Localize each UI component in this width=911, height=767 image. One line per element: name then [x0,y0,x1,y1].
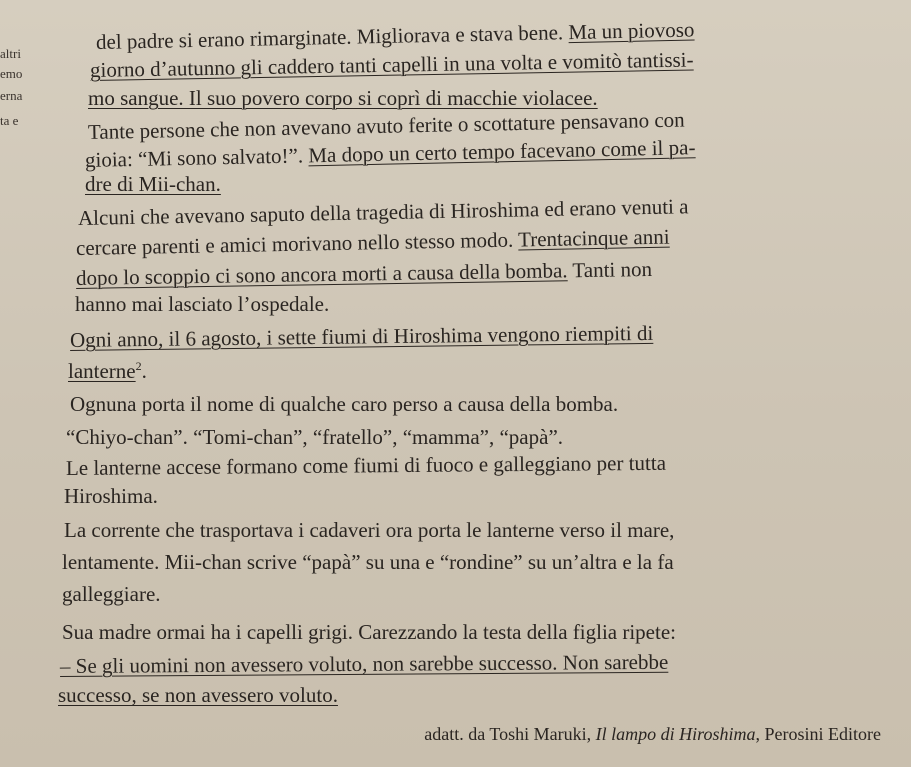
underlined-text: Ogni anno, il 6 agosto, i sette fiumi di Hiroshima vengono riempiti di [69,320,654,352]
underlined-text: – Se gli uomini non avessero voluto, non sarebbe successo. Non sarebbe [59,649,669,678]
line-text: hanno mai lasciato l’ospedale. [75,292,330,316]
text-line [75,292,329,316]
text-line [76,225,670,260]
line-text: Tanti non [567,256,653,283]
line-text: cercare parenti e amici morivano nello stesso modo. [75,227,519,260]
text-line [66,451,666,480]
text-line [62,620,676,644]
margin-fragment: emo [0,66,23,81]
text-line [68,354,147,383]
footnote-marker: 2 [135,359,142,373]
text-line [78,194,689,230]
citation-suffix: , Perosini Editore [755,724,881,744]
line-text: Hiroshima. [64,484,158,508]
underlined-text: Trentacinque anni [517,224,670,252]
underlined-text: Ma un piovoso [568,17,695,45]
underlined-text: lanterne [68,359,136,383]
text-line [60,650,668,678]
citation-prefix: adatt. da Toshi Maruki, [424,724,596,744]
text-line [62,582,161,606]
line-text: galleggiare. [62,582,161,606]
underlined-text: mo sangue. Il suo povero corpo si coprì di macchie violacee. [88,86,598,110]
text-line [70,392,618,416]
text-line [70,321,654,352]
book-title: Il lampo di Hiroshima [595,724,756,744]
line-text: Ognuna porta il nome di qualche caro perso a causa della bomba. [70,392,619,416]
line-text: “Chiyo-chan”. “Tomi-chan”, “fratello”, “mamma”, “papà”. [66,425,564,449]
underlined-text: Ma dopo un certo tempo facevano come il pa- [308,135,696,168]
line-text: Tante persone che non avevano avuto ferite o scottature pensavano con [87,107,685,144]
text-line [58,683,338,707]
line-text: gioia: “Mi sono salvato!”. [84,143,309,172]
line-text: Alcuni che avevano saputo della tragedia di Hiroshima ed erano venuti a [77,194,689,230]
text-line [85,172,221,196]
line-text: . [141,359,147,383]
text-line [62,550,674,574]
margin-fragment: altri [0,46,21,61]
underlined-text: successo, se non avessero voluto. [58,683,338,707]
text-line [64,484,158,508]
line-text: del padre si erano rimarginate. Migliorava e stava bene. [95,20,569,54]
line-text: Le lanterne accese formano come fiumi di fuoco e galleggiano per tutta [65,450,667,480]
line-text: La corrente che trasportava i cadaveri ora porta le lanterne verso il mare, [64,518,675,542]
margin-fragment: erna [0,88,23,103]
margin-fragment: ta e [0,113,19,128]
underlined-text: dopo lo scoppio ci sono ancora morti a causa della bomba. [75,258,568,290]
source-citation [424,724,881,745]
text-line [76,257,652,290]
line-text: Sua madre ormai ha i capelli grigi. Carezzando la testa della figlia ripete: [62,620,676,644]
text-line [90,47,694,82]
text-line [66,425,563,449]
underlined-text: giorno d’autunno gli caddero tanti capelli in una volta e vomitò tantissi- [89,47,694,82]
text-line [64,518,674,542]
line-text: lentamente. Mii-chan scrive “papà” su una e “rondine” su un’altra e la fa [62,550,674,574]
underlined-text: dre di Mii-chan. [85,172,221,196]
text-line [88,86,598,110]
